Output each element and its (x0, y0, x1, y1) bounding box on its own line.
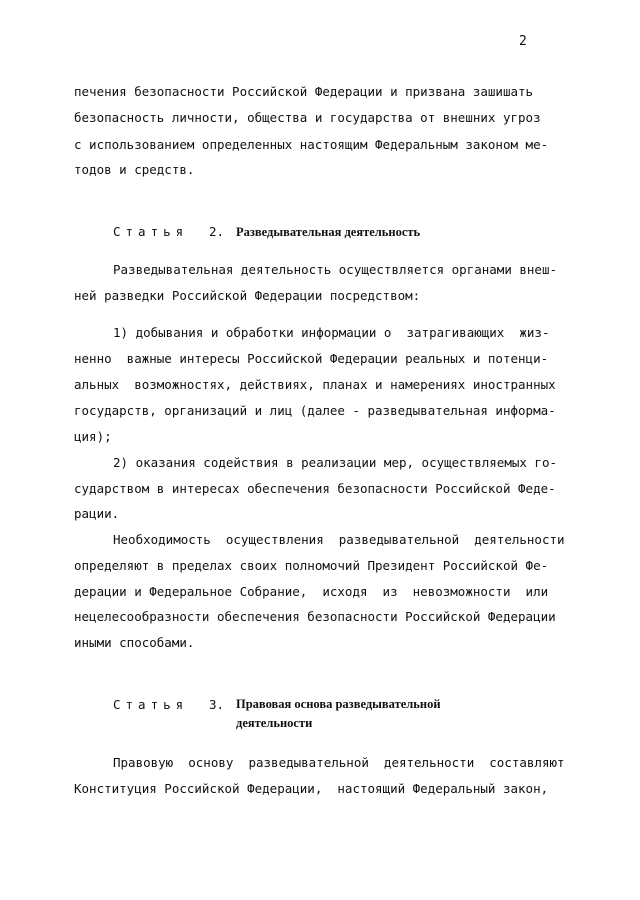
paragraph-line: дерации и Федеральное Собрание, исходя из невозможности или (74, 584, 549, 599)
paragraph-line: Разведывательная деятельность осуществляется органами внеш- (113, 262, 558, 277)
paragraph-line: 1) добывания и обработки информации о затрагивающих жиз- (113, 325, 550, 340)
paragraph-line: сударством в интересах обеспечения безопасности Российской Феде- (74, 481, 556, 496)
article-title-line-1: Правовая основа разведывательной (236, 697, 441, 711)
article-title: Разведывательная деятельность (236, 225, 421, 239)
paragraph-line: Правовую основу разведывательной деятельности составляют (113, 755, 565, 770)
paragraph-line: безопасность личности, общества и государства от внешних угроз (74, 110, 541, 125)
paragraph-line: Конституция Российской Федерации, настоящий Федеральный закон, (74, 781, 549, 796)
page-number: 2 (519, 34, 528, 49)
paragraph-line: Необходимость осуществления разведывательной деятельности (113, 532, 565, 547)
article-number: 2. (209, 224, 225, 239)
paragraph-line: государств, организаций и лиц (далее - разведывательная информа- (74, 403, 556, 418)
paragraph-line: рации. (74, 506, 120, 521)
paragraph-line: 2) оказания содействия в реализации мер, осуществляемых го- (113, 455, 558, 470)
article-title-line-2: деятельности (236, 716, 313, 730)
paragraph-line: определяют в пределах своих полномочий Президент Российской Фе- (74, 558, 549, 573)
paragraph-line: печения безопасности Российской Федерации и призвана зашишать (74, 84, 534, 99)
paragraph-line: ненно важные интересы Российской Федерации реальных и потенци- (74, 351, 549, 366)
article-number: 3. (209, 697, 225, 712)
paragraph-line: альных возможностях, действиях, планах и намерениях иностранных (74, 377, 556, 392)
paragraph-line: нецелесообразности обеспечения безопасности Российской Федерации (74, 609, 556, 624)
article-word: Статья (113, 697, 189, 712)
paragraph-line: с использованием определенных настоящим Федеральным законом ме- (74, 137, 549, 152)
paragraph-line: тодов и средств. (74, 162, 195, 177)
paragraph-line: ция); (74, 429, 112, 444)
article-word: Статья (113, 224, 189, 239)
paragraph-line: иными способами. (74, 635, 195, 650)
paragraph-line: ней разведки Российской Федерации посредством: (74, 288, 421, 303)
